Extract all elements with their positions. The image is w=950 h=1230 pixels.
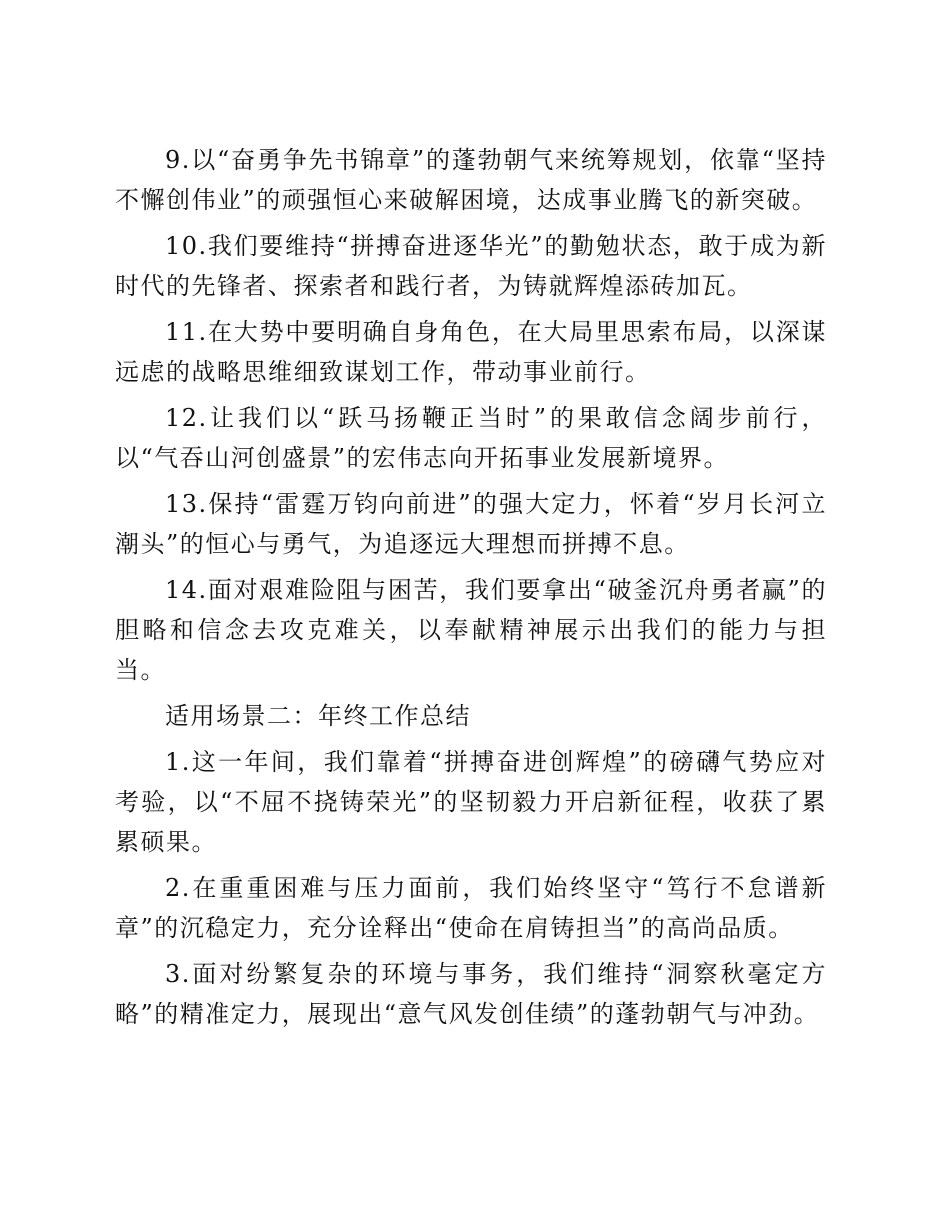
paragraph-item-13: 13.保持“雷霆万钧向前进”的强大定力，怀着“岁月长河立潮头”的恒心与勇气，为追逐远大理想而拼搏不息。 [115, 490, 827, 558]
paragraph-summary-1: 1.这一年间，我们靠着“拼搏奋进创辉煌”的磅礴气势应对考验，以“不屈不挠铸荣光”的坚韧毅力开启新征程，收获了累累硕果。 [115, 748, 827, 856]
paragraph-item-11: 11.在大势中要明确自身角色，在大局里思索布局，以深谋远虑的战略思维细致谋划工作，带动事业前行。 [115, 318, 827, 386]
paragraph-item-9: 9.以“奋勇争先书锦章”的蓬勃朝气来统筹规划，依靠“坚持不懈创伟业”的顽强恒心来破解困境，达成事业腾飞的新突破。 [115, 146, 827, 214]
paragraph-item-14: 14.面对艰难险阻与困苦，我们要拿出“破釜沉舟勇者赢”的胆略和信念去攻克难关，以奉献精神展示出我们的能力与担当。 [115, 576, 827, 684]
paragraph-summary-3: 3.面对纷繁复杂的环境与事务，我们维持“洞察秋毫定方略”的精准定力，展现出“意气风发创佳绩”的蓬勃朝气与冲劲。 [115, 960, 827, 1028]
document-body [115, 140, 827, 1040]
paragraph-item-12: 12.让我们以“跃马扬鞭正当时”的果敢信念阔步前行，以“气吞山河创盛景”的宏伟志向开拓事业发展新境界。 [115, 404, 827, 472]
section-heading: 适用场景二：年终工作总结 [165, 702, 471, 730]
paragraph-summary-2: 2.在重重困难与压力面前，我们始终坚守“笃行不怠谱新章”的沉稳定力，充分诠释出“使命在肩铸担当”的高尚品质。 [115, 874, 827, 942]
paragraph-item-10: 10.我们要维持“拼搏奋进逐华光”的勤勉状态，敢于成为新时代的先锋者、探索者和践行者，为铸就辉煌添砖加瓦。 [115, 232, 827, 300]
